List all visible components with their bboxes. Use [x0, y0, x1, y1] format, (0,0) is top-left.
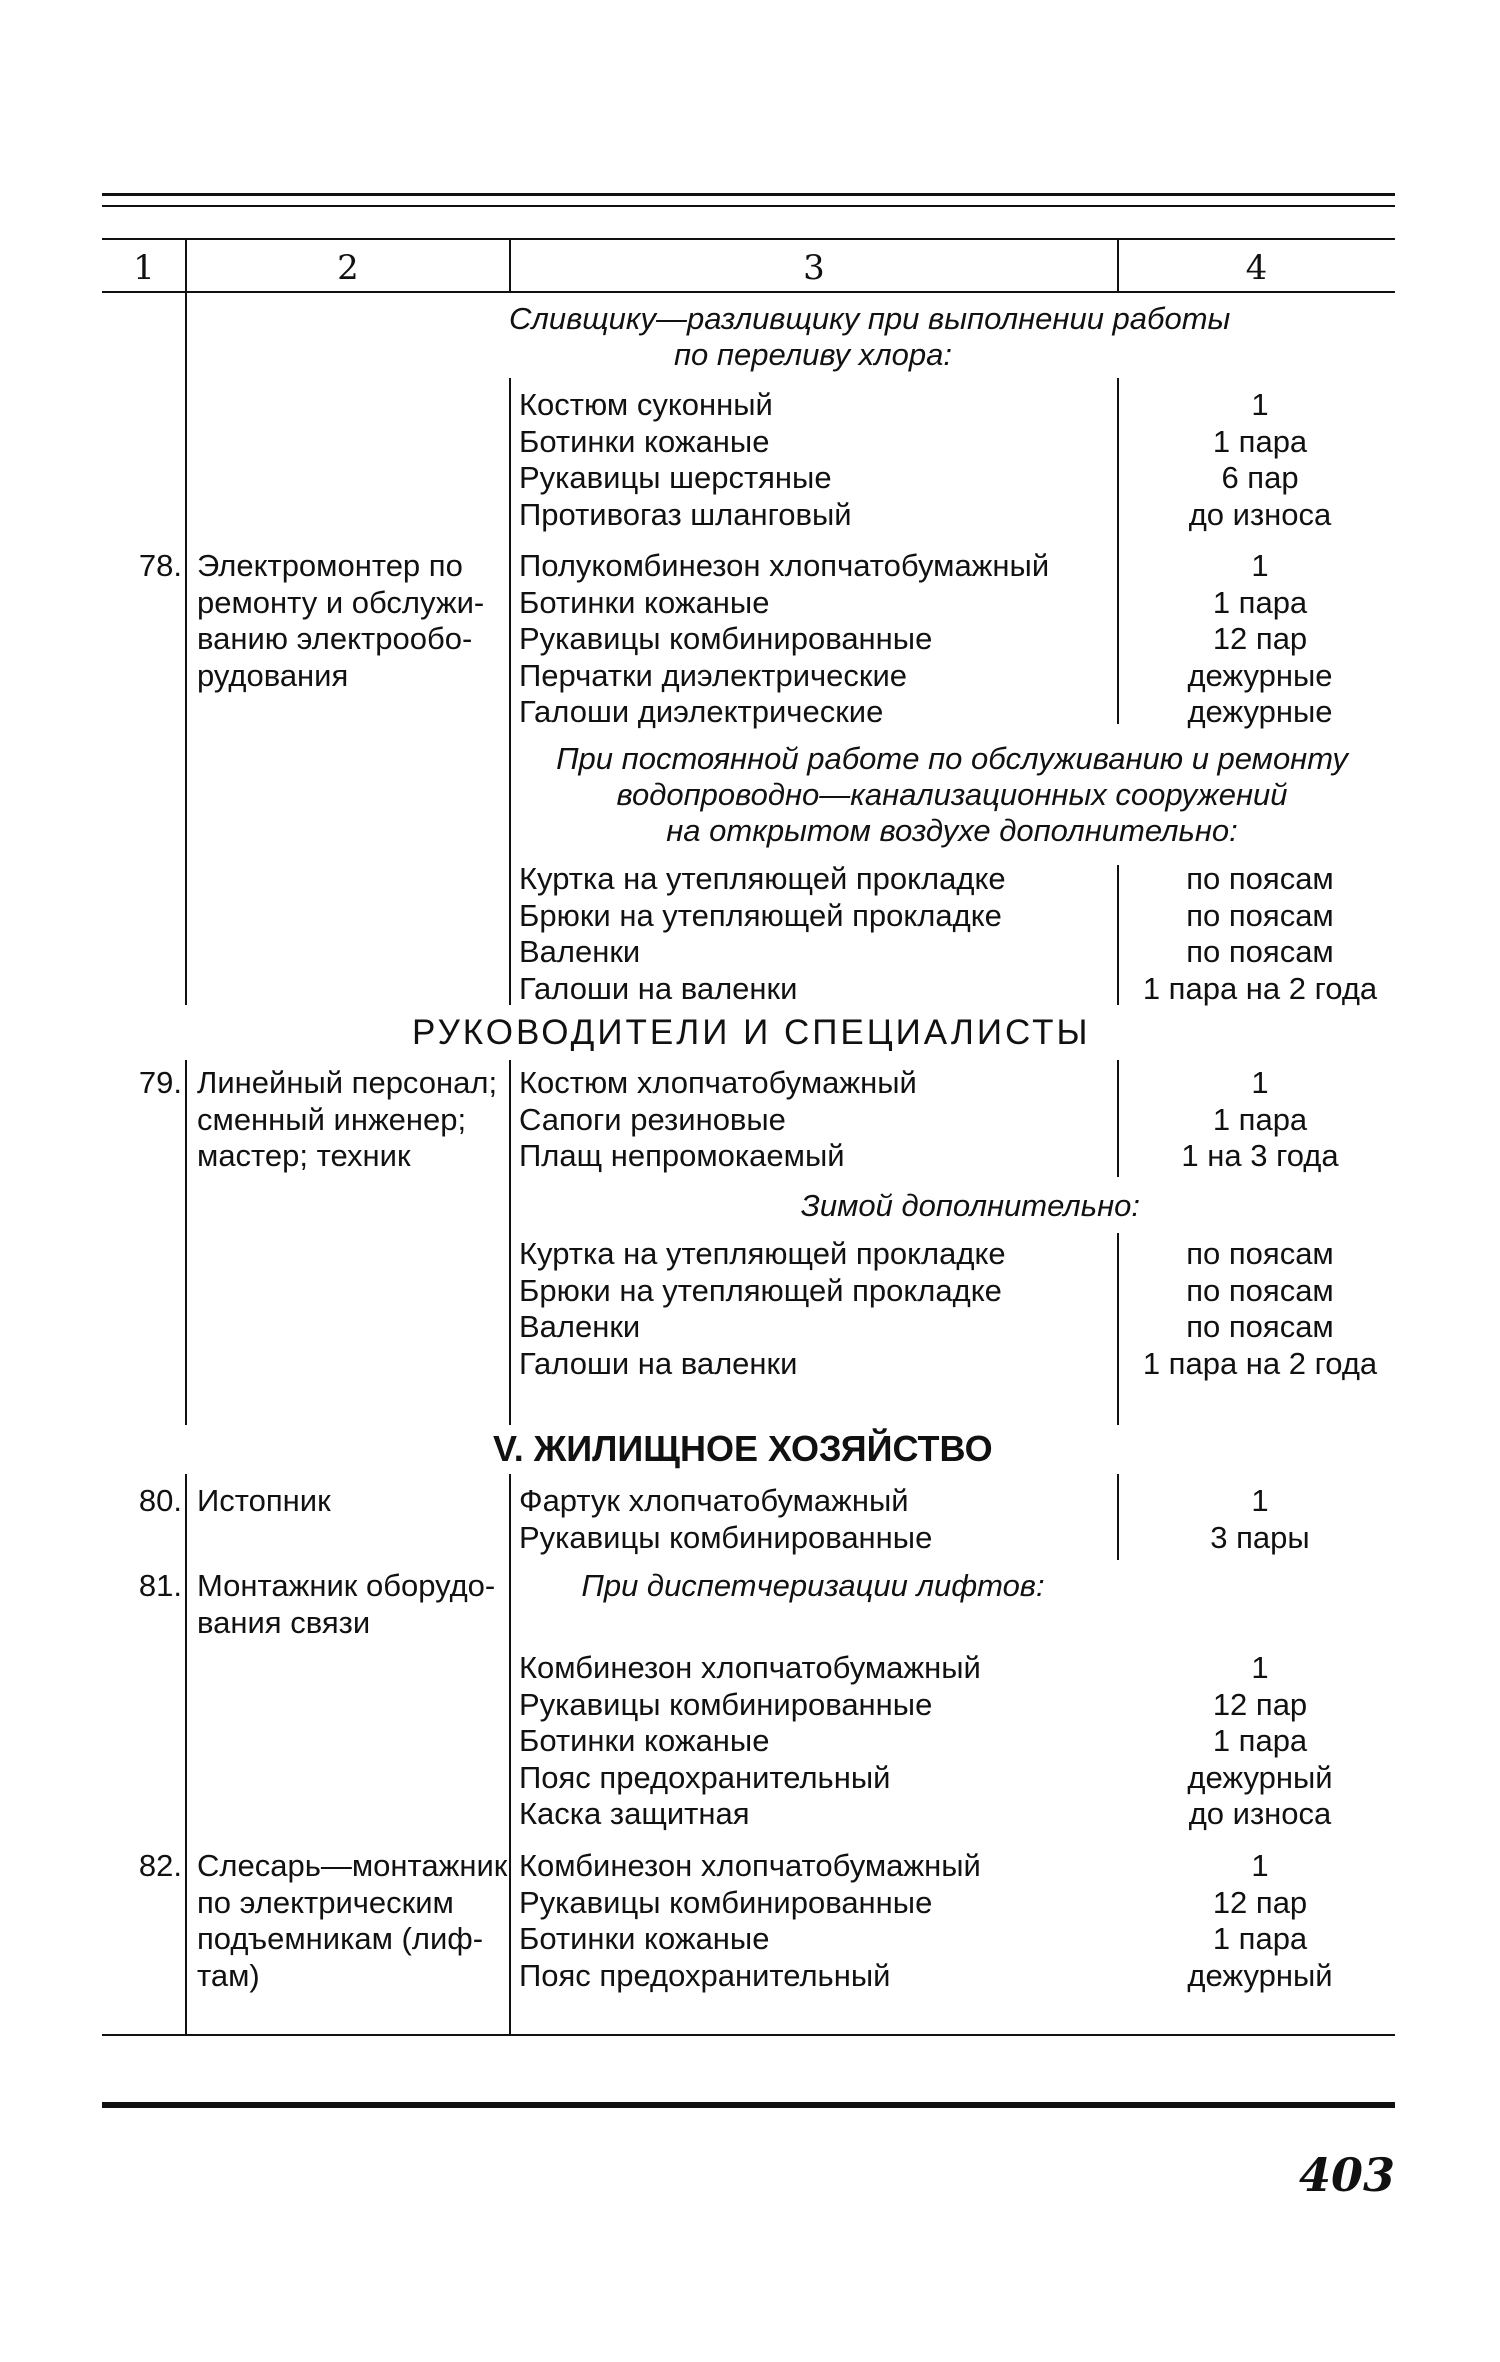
- norm-value: 3 пары: [1210, 1519, 1310, 1555]
- list-item: Перчатки диэлектрические: [519, 657, 908, 693]
- norm-value: по поясам: [1186, 1272, 1334, 1308]
- norm-value: по поясам: [1186, 897, 1334, 933]
- b78-note2-line3: на открытом воздухе дополнительно:: [666, 813, 1238, 848]
- norm-value: по поясам: [1186, 861, 1334, 896]
- b82-items: [519, 1848, 1119, 1994]
- norm-value: дежурный: [1187, 1957, 1333, 1993]
- list-item: Комбинезон хлопчатобумажный: [519, 1848, 981, 1883]
- list-item: Костюм суконный: [519, 387, 773, 422]
- list-item: Куртка на утепляющей прокладке: [519, 861, 1006, 896]
- b79-list1-items: [519, 1065, 1119, 1175]
- b82-position: [197, 1848, 507, 1994]
- norm-value: дежурные: [1187, 694, 1333, 729]
- header-col1: 1: [133, 248, 155, 288]
- norm-value: 12 пар: [1212, 621, 1308, 656]
- b78-note1-line1: Сливщику—разливщику при выполнении работы: [509, 301, 1231, 336]
- b78-note1: [509, 301, 1231, 373]
- list-item: Ботинки кожаные: [519, 1921, 770, 1956]
- position-line: Линейный персонал;: [197, 1065, 498, 1100]
- position-line: Истопник: [197, 1483, 331, 1518]
- norm-value: 1 пара на 2 года: [1142, 1345, 1378, 1381]
- table-bottom-line: [102, 2034, 1395, 2036]
- list-item: Рукавицы шерстяные: [519, 460, 832, 495]
- b78-sep-1: [185, 293, 187, 1005]
- b81-norms: [1125, 1650, 1395, 1833]
- b79-position: [197, 1065, 507, 1175]
- norm-value: по поясам: [1186, 934, 1334, 969]
- b79-sep-1: [185, 1060, 187, 1425]
- list-item: Брюки на утепляющей прокладке: [519, 1272, 1002, 1308]
- header-col2: 2: [337, 248, 359, 288]
- norm-value: 6 пар: [1221, 460, 1299, 495]
- norm-value: 1: [1251, 1065, 1269, 1100]
- b82-norms: [1125, 1848, 1395, 1994]
- norm-value: по поясам: [1186, 1236, 1334, 1271]
- list-item: Ботинки кожаные: [519, 1723, 770, 1758]
- b80-sep-2: [509, 1474, 511, 2034]
- b79-number: 79.: [138, 1065, 182, 1100]
- norm-value: 1 пара: [1212, 584, 1308, 620]
- norm-value: 1: [1251, 1848, 1269, 1883]
- norm-value: 1 пара: [1212, 423, 1308, 459]
- position-line: там): [197, 1957, 260, 1993]
- header-sep-3: [1117, 238, 1119, 293]
- position-line: сменный инженер;: [197, 1101, 467, 1137]
- b80-items: [519, 1483, 1119, 1556]
- position-line: Монтажник оборудо-: [197, 1568, 496, 1603]
- b78-sep-2: [509, 378, 511, 1005]
- list-item: Валенки: [519, 934, 641, 969]
- norm-value: 1 пара на 2 года: [1142, 970, 1378, 1006]
- b78-note2-line1: При постоянной работе по обслуживанию и ремонту: [556, 741, 1348, 776]
- list-item: Ботинки кожаные: [519, 584, 770, 620]
- b78-list1-items: [519, 387, 1119, 533]
- position-line: по электрическим: [197, 1884, 454, 1920]
- list-item: Пояс предохранительный: [519, 1957, 891, 1993]
- section-housing-heading: V. ЖИЛИЩНОЕ ХОЗЯЙСТВО: [493, 1428, 993, 1469]
- position-line: ремонту и обслужи-: [197, 584, 485, 620]
- norm-value: 1: [1251, 1483, 1269, 1518]
- norm-value: до износа: [1188, 496, 1332, 532]
- norm-value: 1 пара: [1212, 1101, 1308, 1137]
- list-item: Полукомбинезон хлопчатобумажный: [519, 548, 1050, 583]
- b81-position: [197, 1568, 507, 1641]
- list-item: Противогаз шланговый: [519, 496, 852, 532]
- norm-value: 1: [1251, 548, 1269, 583]
- b78-list3-norms: [1125, 861, 1395, 1007]
- list-item: Ботинки кожаные: [519, 423, 770, 459]
- section-managers-heading: РУКОВОДИТЕЛИ И СПЕЦИАЛИСТЫ: [412, 1013, 1091, 1052]
- b80-sep-1: [185, 1474, 187, 2034]
- position-line: вания связи: [197, 1604, 371, 1640]
- header-col4: 4: [1245, 248, 1268, 288]
- b81-number: 81.: [138, 1568, 182, 1603]
- b78-list2-items: [519, 548, 1119, 731]
- top-rule-2: [102, 205, 1395, 207]
- header-bottom-line: [102, 291, 1395, 293]
- b79-list2-items: [519, 1236, 1119, 1382]
- list-item: Галоши на валенки: [519, 970, 798, 1006]
- b78-note2-line2: водопроводно—канализационных сооружений: [616, 777, 1288, 812]
- b80-position: [197, 1483, 507, 1520]
- list-item: Рукавицы комбинированные: [519, 621, 933, 656]
- norm-value: 1: [1251, 1650, 1269, 1685]
- b78-note1-line2: по переливу хлора:: [674, 337, 952, 372]
- b79-list1-norms: [1125, 1065, 1395, 1175]
- list-item: Фартук хлопчатобумажный: [519, 1483, 909, 1518]
- norm-value: 1 пара: [1212, 1921, 1308, 1956]
- position-line: мастер; техник: [197, 1138, 411, 1173]
- position-line: Электромонтер по: [197, 548, 463, 583]
- top-rule-1: [102, 193, 1395, 196]
- list-item: Брюки на утепляющей прокладке: [519, 897, 1002, 933]
- header-top-line: [102, 238, 1395, 240]
- header-sep-2: [509, 238, 511, 293]
- list-item: Галоши на валенки: [519, 1345, 798, 1381]
- b79-list2-norms: [1125, 1236, 1395, 1382]
- norm-value: 12 пар: [1212, 1686, 1308, 1722]
- list-item: Рукавицы комбинированные: [519, 1686, 933, 1722]
- list-item: Рукавицы комбинированные: [519, 1884, 933, 1920]
- b79-note: Зимой дополнительно:: [800, 1188, 1140, 1223]
- list-item: Куртка на утепляющей прокладке: [519, 1236, 1006, 1271]
- b78-note2: [509, 741, 1395, 849]
- b78-list1-norms: [1125, 387, 1395, 533]
- list-item: Сапоги резиновые: [519, 1101, 786, 1137]
- b78-position: [197, 548, 507, 694]
- list-item: Комбинезон хлопчатобумажный: [519, 1650, 981, 1685]
- list-item: Галоши диэлектрические: [519, 694, 884, 729]
- footer-thick-rule: [102, 2102, 1395, 2108]
- norm-value: 12 пар: [1212, 1884, 1308, 1920]
- norm-value: 1 на 3 года: [1181, 1138, 1339, 1173]
- header-sep-1: [185, 238, 187, 293]
- position-line: Слесарь—монтажник: [197, 1848, 508, 1883]
- norm-value: 1 пара: [1212, 1723, 1308, 1758]
- b80-number: 80.: [138, 1483, 182, 1518]
- b78-number: 78.: [138, 548, 182, 583]
- b80-norms: [1125, 1483, 1395, 1556]
- b81-note: При диспетчеризации лифтов:: [581, 1568, 1045, 1603]
- list-item: Рукавицы комбинированные: [519, 1519, 933, 1555]
- position-line: подъемникам (лиф-: [197, 1921, 484, 1956]
- norm-value: 1: [1251, 387, 1269, 422]
- norm-value: до износа: [1188, 1796, 1332, 1831]
- norm-value: дежурные: [1187, 657, 1333, 693]
- b78-list3-items: [519, 861, 1119, 1007]
- b78-list2-norms: [1125, 548, 1395, 731]
- list-item: Валенки: [519, 1309, 641, 1344]
- position-line: ванию электрообо-: [197, 621, 473, 656]
- list-item: Каска защитная: [519, 1796, 750, 1831]
- position-line: рудования: [197, 657, 349, 693]
- norm-value: по поясам: [1186, 1309, 1334, 1344]
- b79-sep-2: [509, 1060, 511, 1425]
- header-col3: 3: [803, 248, 825, 288]
- list-item: Пояс предохранительный: [519, 1759, 891, 1795]
- list-item: Плащ непромокаемый: [519, 1138, 845, 1173]
- b82-number: 82.: [138, 1848, 182, 1883]
- b81-items: [519, 1650, 1119, 1833]
- page-number: 403: [1298, 2148, 1395, 2202]
- norm-value: дежурный: [1187, 1759, 1333, 1795]
- list-item: Костюм хлопчатобумажный: [519, 1065, 917, 1100]
